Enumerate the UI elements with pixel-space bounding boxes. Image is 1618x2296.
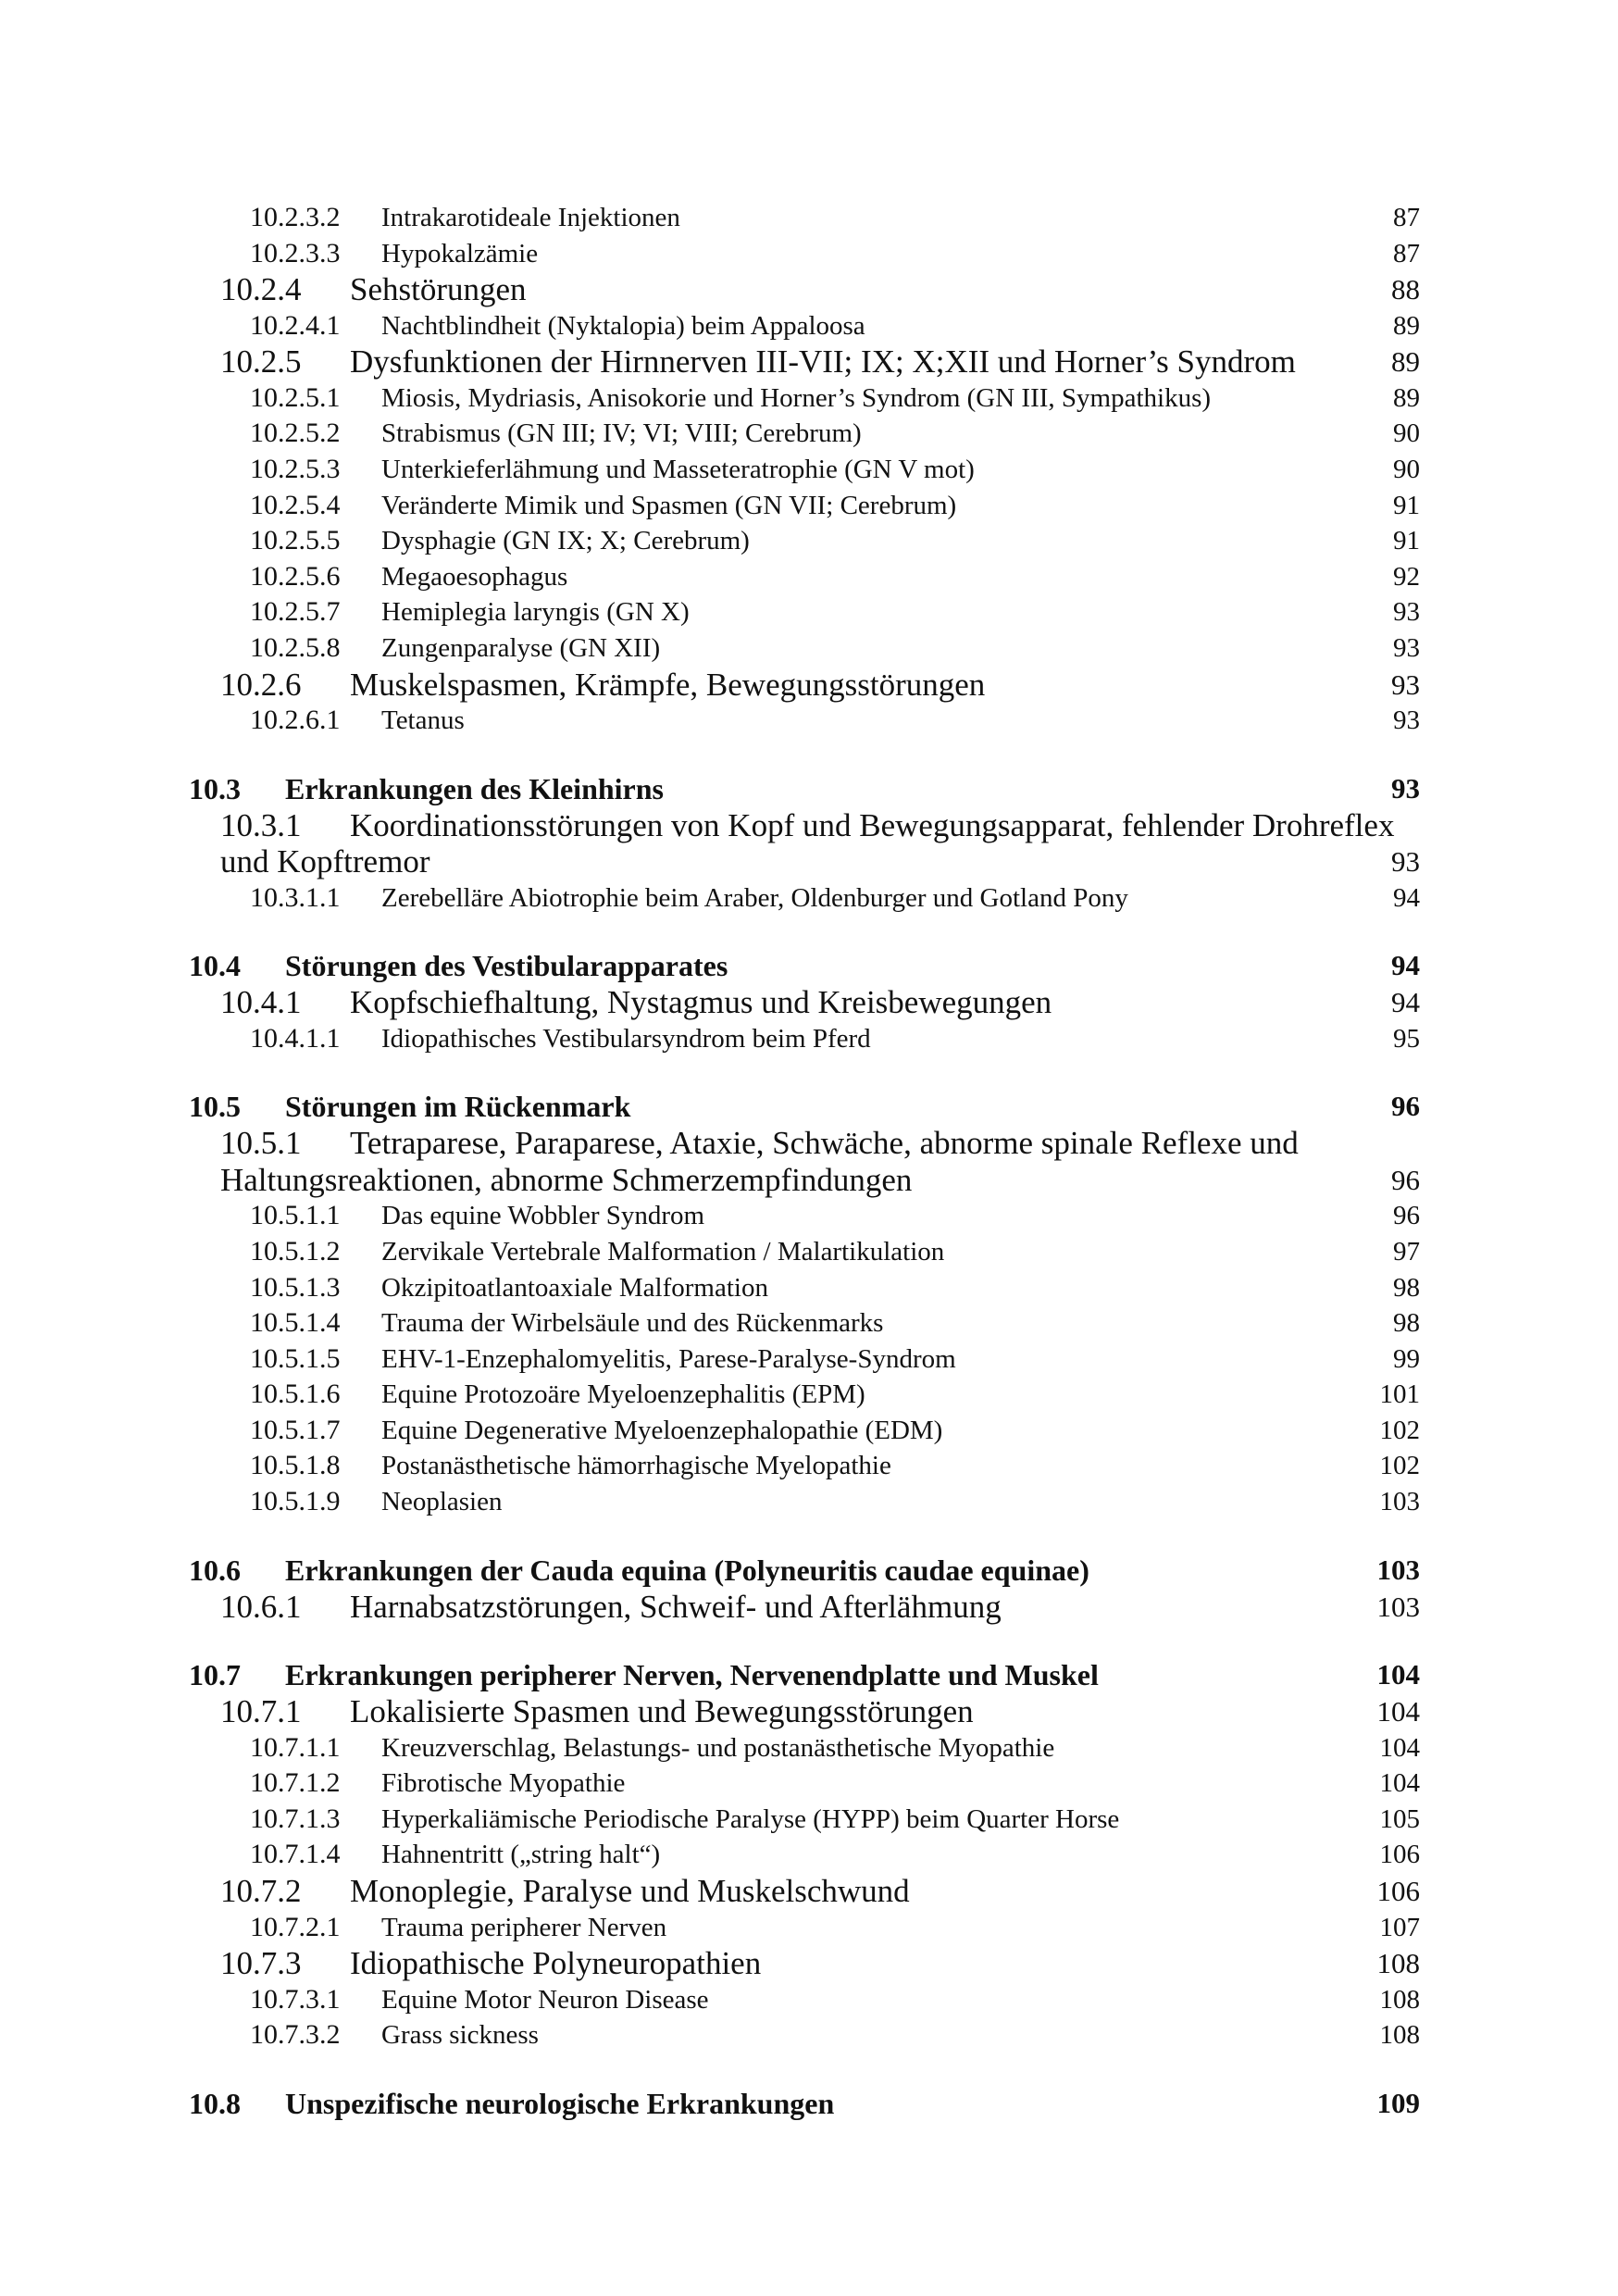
toc-entry-title: Fibrotische Myopathie xyxy=(381,1768,626,1799)
toc-entry-number: 10.7.2.1 xyxy=(250,1911,341,1942)
toc-entry-title: Sehstörungen xyxy=(350,271,527,308)
toc-entry-title-continued: und Kopftremor xyxy=(220,843,430,880)
toc-entry-page: 103 xyxy=(1376,1590,1420,1623)
toc-entry-number: 10.2.5.2 xyxy=(250,418,341,449)
toc-entry-number: 10.4.1.1 xyxy=(250,1022,341,1054)
toc-entry-page: 104 xyxy=(1376,1658,1420,1691)
toc-entry-page: 93 xyxy=(1393,632,1420,663)
toc-entry-number: 10.4.1 xyxy=(220,984,302,1021)
toc-entry-number: 10.5.1.5 xyxy=(250,1342,341,1374)
toc-entry-level-4 xyxy=(189,1021,1420,1057)
toc-entry-page: 101 xyxy=(1379,1379,1420,1410)
toc-entry-title: Trauma peripherer Nerven xyxy=(381,1912,667,1942)
toc-entry-title: Strabismus (GN III; IV; VI; VIII; Cerebrum) xyxy=(381,418,862,449)
toc-entry-title: Erkrankungen peripherer Nerven, Nervenendplatte und Muskel xyxy=(285,1658,1099,1692)
toc-entry-number: 10.5.1.2 xyxy=(250,1235,341,1267)
toc-entry-number: 10.3.1 xyxy=(220,806,302,843)
toc-entry-page: 93 xyxy=(1393,597,1420,628)
toc-entry-level-4 xyxy=(189,416,1420,452)
toc-entry-number: 10.7.1.1 xyxy=(250,1731,341,1763)
toc-entry-level-4 xyxy=(189,559,1420,595)
toc-entry-number: 10.2.5.8 xyxy=(250,631,341,663)
toc-entry-page: 106 xyxy=(1376,1875,1420,1908)
toc-entry-level-4 xyxy=(189,381,1420,417)
toc-entry-level-4 xyxy=(189,1234,1420,1270)
toc-entry-number: 10.5.1.1 xyxy=(250,1200,341,1231)
toc-entry-page: 93 xyxy=(1391,771,1420,805)
toc-entry-page: 92 xyxy=(1393,561,1420,592)
toc-entry-page: 108 xyxy=(1376,1947,1420,1980)
toc-entry-level-4 xyxy=(189,1837,1420,1873)
toc-entry-page: 90 xyxy=(1393,454,1420,484)
toc-entry-title: Tetanus xyxy=(381,705,465,736)
toc-entry-title: Muskelspasmen, Krämpfe, Bewegungsstörungen xyxy=(350,666,986,703)
toc-entry-title: Idiopathische Polyneuropathien xyxy=(350,1945,762,1982)
toc-entry-number: 10.2.4.1 xyxy=(250,309,341,341)
toc-entry-page: 102 xyxy=(1379,1415,1420,1445)
toc-entry-number: 10.7.1 xyxy=(220,1693,302,1730)
toc-entry-number: 10.5.1 xyxy=(220,1125,302,1162)
toc-entry-page: 104 xyxy=(1379,1732,1420,1763)
toc-entry-level-3 xyxy=(189,271,1420,308)
toc-entry-number: 10.7.3.2 xyxy=(250,2019,341,2051)
toc-entry-page: 96 xyxy=(1391,1090,1420,1123)
toc-entry-level-4 xyxy=(189,1484,1420,1520)
toc-entry-level-4 xyxy=(189,1377,1420,1413)
toc-entry-page: 103 xyxy=(1376,1553,1420,1586)
toc-entry-level-3 xyxy=(189,1589,1420,1626)
toc-entry-number: 10.2.4 xyxy=(220,271,302,308)
toc-entry-level-4 xyxy=(189,1982,1420,2018)
toc-entry-level-3 xyxy=(189,1945,1420,1982)
toc-entry-level-3 xyxy=(189,1125,1420,1198)
toc-entry-level-3 xyxy=(189,667,1420,704)
toc-entry-level-4 xyxy=(189,1198,1420,1234)
toc-entry-title: Hahnentritt („string halt“) xyxy=(381,1840,661,1870)
toc-entry-page: 93 xyxy=(1393,705,1420,736)
toc-entry-title: Harnabsatzstörungen, Schweif- und Afterlähmung xyxy=(350,1588,1002,1625)
toc-entry-number: 10.7 xyxy=(189,1658,241,1692)
toc-entry-title: Zungenparalyse (GN XII) xyxy=(381,632,661,663)
toc-entry-title: Grass sickness xyxy=(381,2020,539,2051)
toc-entry-page: 90 xyxy=(1393,418,1420,449)
toc-entry-number: 10.5.1.3 xyxy=(250,1271,341,1303)
toc-entry-level-4 xyxy=(189,452,1420,488)
toc-entry-number: 10.5.1.4 xyxy=(250,1307,341,1339)
toc-entry-number: 10.6 xyxy=(189,1553,241,1587)
toc-entry-page: 93 xyxy=(1391,668,1420,701)
toc-entry-title: Dysfunktionen der Hirnnerven III-VII; IX; X;XII und Horner’s Syndrom xyxy=(350,343,1296,381)
toc-entry-number: 10.5 xyxy=(189,1090,241,1124)
toc-entry-title: Koordinationsstörungen von Kopf und Bewegungsapparat, fehlender Drohreflex xyxy=(350,806,1395,843)
toc-entry-title: Equine Degenerative Myeloenzephalopathie (EDM) xyxy=(381,1415,943,1445)
toc-entry-page: 87 xyxy=(1393,203,1420,232)
toc-entry-page: 99 xyxy=(1393,1343,1420,1374)
toc-entry-number: 10.2.5.3 xyxy=(250,453,341,484)
toc-entry-number: 10.4 xyxy=(189,949,241,983)
toc-entry-page: 94 xyxy=(1393,882,1420,913)
toc-entry-level-2 xyxy=(189,947,1420,984)
toc-entry-page: 89 xyxy=(1393,382,1420,413)
toc-entry-title: Hemiplegia laryngis (GN X) xyxy=(381,597,690,628)
toc-entry-page: 108 xyxy=(1379,2020,1420,2051)
toc-entry-page: 108 xyxy=(1379,1984,1420,2015)
toc-entry-title: Megaoesophagus xyxy=(381,561,568,592)
toc-entry-title: Hyperkaliämische Periodische Paralyse (HYPP) beim Quarter Horse xyxy=(381,1803,1120,1834)
toc-entry-page: 88 xyxy=(1391,273,1420,306)
toc-entry-level-4 xyxy=(189,488,1420,524)
toc-entry-level-3 xyxy=(189,1693,1420,1730)
toc-entry-title: Erkrankungen des Kleinhirns xyxy=(285,771,664,805)
toc-entry-page: 109 xyxy=(1376,2086,1420,2119)
toc-entry-level-4 xyxy=(189,880,1420,917)
toc-entry-level-4 xyxy=(189,703,1420,739)
toc-entry-number: 10.2.5.6 xyxy=(250,560,341,592)
toc-entry-title: Postanästhetische hämorrhagische Myelopathie xyxy=(381,1451,891,1481)
toc-entry-level-4 xyxy=(189,308,1420,344)
toc-entry-level-4 xyxy=(189,1910,1420,1946)
toc-entry-number: 10.7.3.1 xyxy=(250,1983,341,2015)
toc-entry-title: Tetraparese, Paraparese, Ataxie, Schwäche, abnorme spinale Reflexe und xyxy=(350,1125,1299,1162)
toc-entry-title: Equine Protozoäre Myeloenzephalitis (EPM) xyxy=(381,1379,865,1410)
toc-entry-title: Zerebelläre Abiotrophie beim Araber, Oldenburger und Gotland Pony xyxy=(381,882,1128,913)
toc-entry-title: Dysphagie (GN IX; X; Cerebrum) xyxy=(381,526,750,556)
toc-entry-page: 98 xyxy=(1393,1272,1420,1303)
toc-entry-title: Neoplasien xyxy=(381,1487,503,1517)
toc-entry-number: 10.5.1.8 xyxy=(250,1450,341,1481)
toc-entry-level-4 xyxy=(189,200,1420,236)
toc-entry-page: 97 xyxy=(1393,1236,1420,1267)
toc-entry-title: Kreuzverschlag, Belastungs- und postanästhetische Myopathie xyxy=(381,1732,1055,1763)
toc-entry-level-4 xyxy=(189,1448,1420,1484)
toc-entry-number: 10.7.3 xyxy=(220,1945,302,1982)
toc-entry-page: 96 xyxy=(1391,1163,1420,1196)
toc-entry-title: Erkrankungen der Cauda equina (Polyneuritis caudae equinae) xyxy=(285,1553,1089,1587)
toc-entry-title: Lokalisierte Spasmen und Bewegungsstörungen xyxy=(350,1693,974,1730)
toc-entry-title: EHV-1-Enzephalomyelitis, Parese-Paralyse-Syndrom xyxy=(381,1343,956,1374)
toc-entry-page: 89 xyxy=(1393,310,1420,341)
toc-entry-number: 10.2.6 xyxy=(220,666,302,703)
toc-entry-level-4 xyxy=(189,1341,1420,1378)
toc-entry-page: 102 xyxy=(1379,1451,1420,1481)
toc-entry-number: 10.7.2 xyxy=(220,1873,302,1910)
toc-entry-number: 10.2.5.5 xyxy=(250,525,341,556)
toc-entry-title: Zervikale Vertebrale Malformation / Malartikulation xyxy=(381,1236,945,1267)
toc-entry-level-4 xyxy=(189,1305,1420,1341)
toc-entry-number: 10.2.3.3 xyxy=(250,237,341,268)
toc-entry-page: 89 xyxy=(1391,345,1420,379)
toc-entry-title: Intrakarotideale Injektionen xyxy=(381,203,680,232)
toc-entry-level-4 xyxy=(189,630,1420,667)
toc-entry-title: Hypokalzämie xyxy=(381,238,539,268)
toc-entry-title: Veränderte Mimik und Spasmen (GN VII; Cerebrum) xyxy=(381,490,957,520)
toc-entry-title: Nachtblindheit (Nyktalopia) beim Appaloosa xyxy=(381,310,865,341)
toc-entry-level-3 xyxy=(189,1873,1420,1910)
toc-entry-title: Equine Motor Neuron Disease xyxy=(381,1984,709,2015)
toc-entry-level-3 xyxy=(189,984,1420,1021)
toc-entry-page: 87 xyxy=(1393,238,1420,268)
toc-entry-number: 10.2.5.7 xyxy=(250,596,341,628)
toc-entry-level-2 xyxy=(189,2085,1420,2122)
toc-entry-number: 10.5.1.7 xyxy=(250,1414,341,1445)
toc-entry-page: 103 xyxy=(1379,1487,1420,1517)
toc-entry-number: 10.5.1.9 xyxy=(250,1486,341,1517)
toc-entry-level-4 xyxy=(189,2017,1420,2053)
toc-entry-title: Okzipitoatlantoaxiale Malformation xyxy=(381,1272,768,1303)
toc-entry-page: 98 xyxy=(1393,1308,1420,1339)
toc-entry-number: 10.2.5.1 xyxy=(250,381,341,413)
toc-entry-page: 96 xyxy=(1393,1201,1420,1231)
toc-entry-number: 10.8 xyxy=(189,2086,241,2120)
toc-entry-page: 105 xyxy=(1379,1803,1420,1834)
toc-entry-number: 10.3.1.1 xyxy=(250,881,341,913)
toc-entry-number: 10.2.5.4 xyxy=(250,489,341,520)
toc-entry-number: 10.5.1.6 xyxy=(250,1379,341,1410)
toc-entry-title: Das equine Wobbler Syndrom xyxy=(381,1201,705,1231)
toc-entry-number: 10.6.1 xyxy=(220,1588,302,1625)
toc-entry-level-2 xyxy=(189,770,1420,807)
toc-entry-title: Unspezifische neurologische Erkrankungen xyxy=(285,2086,835,2120)
toc-entry-level-3 xyxy=(189,343,1420,381)
toc-entry-number: 10.2.6.1 xyxy=(250,705,341,736)
toc-entry-number: 10.2.3.2 xyxy=(250,202,341,232)
toc-entry-level-4 xyxy=(189,1730,1420,1766)
toc-entry-level-2 xyxy=(189,1552,1420,1589)
toc-entry-title-continued: Haltungsreaktionen, abnorme Schmerzempfindungen xyxy=(220,1161,913,1198)
toc-entry-number: 10.3 xyxy=(189,771,241,805)
toc-entry-level-4 xyxy=(189,594,1420,630)
toc-entry-page: 91 xyxy=(1393,526,1420,556)
toc-entry-number: 10.7.1.2 xyxy=(250,1767,341,1799)
toc-entry-title: Unterkieferlähmung und Masseteratrophie (GN V mot) xyxy=(381,454,975,484)
toc-entry-page: 104 xyxy=(1379,1768,1420,1799)
toc-entry-number: 10.7.1.3 xyxy=(250,1803,341,1834)
toc-entry-title: Kopfschiefhaltung, Nystagmus und Kreisbewegungen xyxy=(350,984,1052,1021)
table-of-contents xyxy=(189,200,1420,2122)
toc-entry-level-4 xyxy=(189,1766,1420,1802)
toc-entry-number: 10.7.1.4 xyxy=(250,1839,341,1870)
toc-entry-number: 10.2.5 xyxy=(220,343,302,381)
toc-entry-title: Störungen im Rückenmark xyxy=(285,1090,631,1124)
toc-entry-title: Idiopathisches Vestibularsyndrom beim Pferd xyxy=(381,1023,871,1054)
toc-entry-page: 95 xyxy=(1393,1023,1420,1054)
toc-entry-level-3 xyxy=(189,807,1420,880)
toc-entry-page: 107 xyxy=(1379,1912,1420,1942)
toc-entry-page: 93 xyxy=(1391,845,1420,879)
toc-entry-page: 91 xyxy=(1393,490,1420,520)
toc-entry-level-4 xyxy=(189,236,1420,272)
toc-entry-level-4 xyxy=(189,1802,1420,1838)
toc-entry-title: Monoplegie, Paralyse und Muskelschwund xyxy=(350,1873,910,1910)
toc-entry-level-4 xyxy=(189,1413,1420,1449)
toc-entry-title: Störungen des Vestibularapparates xyxy=(285,949,728,983)
toc-entry-page: 106 xyxy=(1379,1840,1420,1870)
toc-entry-title: Miosis, Mydriasis, Anisokorie und Horner’s Syndrom (GN III, Sympathikus) xyxy=(381,382,1212,413)
toc-entry-page: 104 xyxy=(1376,1695,1420,1728)
toc-entry-level-4 xyxy=(189,523,1420,559)
toc-entry-page: 94 xyxy=(1391,949,1420,982)
toc-entry-level-2 xyxy=(189,1656,1420,1693)
toc-entry-page: 94 xyxy=(1391,986,1420,1019)
toc-entry-level-2 xyxy=(189,1088,1420,1125)
toc-entry-level-4 xyxy=(189,1270,1420,1306)
toc-entry-title: Trauma der Wirbelsäule und des Rückenmarks xyxy=(381,1308,884,1339)
